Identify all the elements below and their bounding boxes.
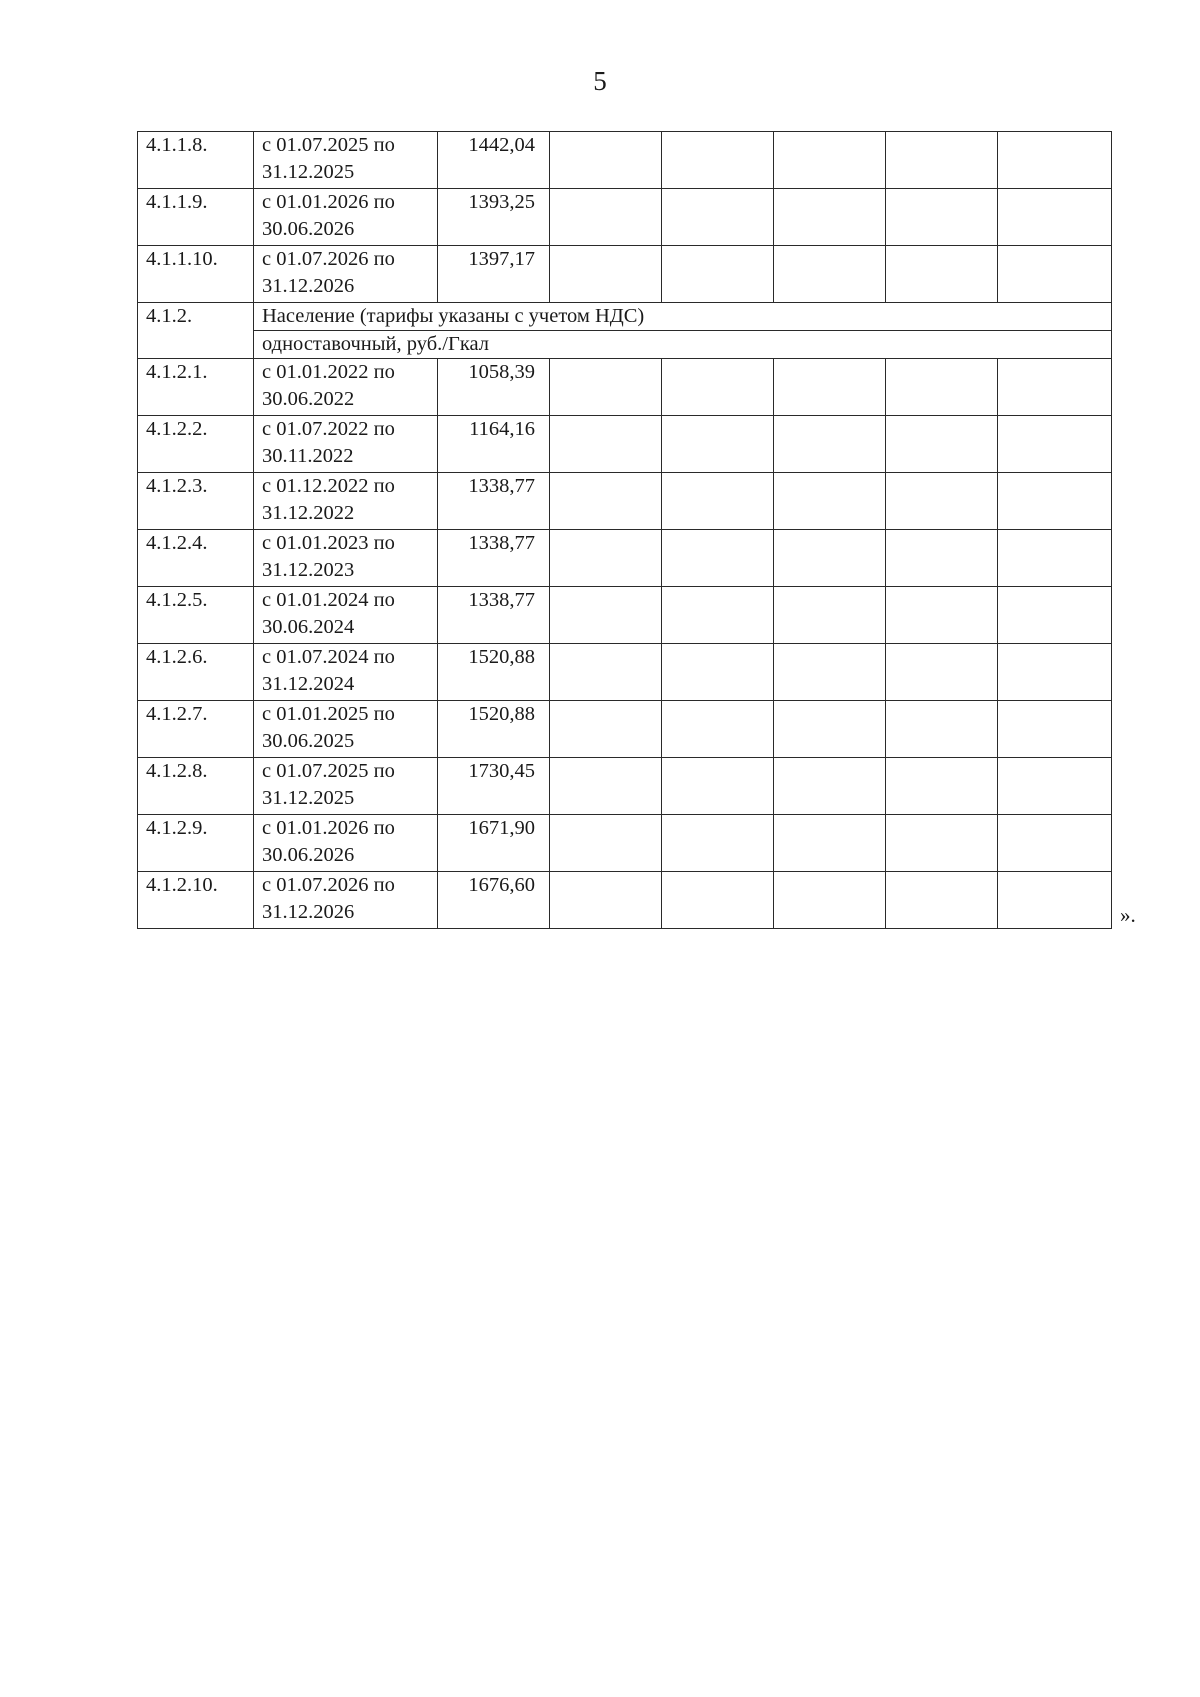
table-row [138, 246, 1112, 303]
row-code: 4.1.1.9. [138, 189, 254, 246]
empty-cell [774, 416, 886, 473]
period-end: 30.06.2022 [262, 388, 355, 410]
row-code: 4.1.1.8. [138, 132, 254, 189]
empty-cell [662, 530, 774, 587]
period-start: с 01.07.2024 по [262, 646, 395, 668]
row-tariff-value: 1671,90 [438, 815, 550, 872]
row-period [254, 359, 438, 416]
table-row [138, 815, 1112, 872]
table-row [138, 872, 1112, 929]
row-tariff-value: 1397,17 [438, 246, 550, 303]
empty-cell [998, 644, 1112, 701]
table-row [138, 132, 1112, 189]
row-period [254, 473, 438, 530]
period-start: с 01.07.2022 по [262, 418, 395, 440]
empty-cell [662, 473, 774, 530]
period-start: с 01.01.2024 по [262, 589, 395, 611]
empty-cell [550, 587, 662, 644]
empty-cell [998, 416, 1112, 473]
period-end: 31.12.2025 [262, 787, 355, 809]
empty-cell [886, 530, 998, 587]
empty-cell [998, 246, 1112, 303]
empty-cell [886, 815, 998, 872]
table-row [138, 416, 1112, 473]
empty-cell [886, 587, 998, 644]
period-end: 31.12.2025 [262, 161, 355, 183]
empty-cell [662, 587, 774, 644]
period-end: 31.12.2026 [262, 901, 355, 923]
row-period [254, 758, 438, 815]
row-period [254, 815, 438, 872]
row-code: 4.1.2.2. [138, 416, 254, 473]
empty-cell [662, 758, 774, 815]
row-tariff-value: 1164,16 [438, 416, 550, 473]
section-subtitle: одноставочный, руб./Гкал [254, 331, 1112, 359]
empty-cell [886, 246, 998, 303]
row-period [254, 872, 438, 929]
empty-cell [662, 416, 774, 473]
empty-cell [774, 132, 886, 189]
empty-cell [886, 416, 998, 473]
tariff-table [137, 131, 1112, 929]
empty-cell [886, 872, 998, 929]
empty-cell [774, 359, 886, 416]
row-code: 4.1.2.9. [138, 815, 254, 872]
empty-cell [550, 416, 662, 473]
row-period [254, 701, 438, 758]
period-start: с 01.07.2025 по [262, 134, 395, 156]
row-tariff-value: 1442,04 [438, 132, 550, 189]
table-row [138, 644, 1112, 701]
period-end: 31.12.2023 [262, 559, 355, 581]
row-tariff-value: 1338,77 [438, 530, 550, 587]
empty-cell [774, 872, 886, 929]
empty-cell [662, 359, 774, 416]
table-row [138, 587, 1112, 644]
empty-cell [774, 587, 886, 644]
row-tariff-value: 1338,77 [438, 473, 550, 530]
empty-cell [998, 359, 1112, 416]
empty-cell [550, 246, 662, 303]
table-row [138, 701, 1112, 758]
empty-cell [550, 815, 662, 872]
period-start: с 01.07.2026 по [262, 248, 395, 270]
section-subtitle-row [138, 331, 1112, 359]
period-end: 31.12.2024 [262, 673, 355, 695]
period-end: 31.12.2026 [262, 275, 355, 297]
row-code: 4.1.2.6. [138, 644, 254, 701]
empty-cell [662, 644, 774, 701]
row-tariff-value: 1058,39 [438, 359, 550, 416]
empty-cell [998, 815, 1112, 872]
period-start: с 01.01.2026 по [262, 191, 395, 213]
period-end: 30.06.2024 [262, 616, 355, 638]
empty-cell [550, 473, 662, 530]
empty-cell [998, 530, 1112, 587]
period-start: с 01.01.2026 по [262, 817, 395, 839]
empty-cell [550, 132, 662, 189]
row-code: 4.1.2.8. [138, 758, 254, 815]
empty-cell [774, 644, 886, 701]
row-code: 4.1.2.5. [138, 587, 254, 644]
empty-cell [774, 473, 886, 530]
row-tariff-value: 1520,88 [438, 644, 550, 701]
row-code: 4.1.2.3. [138, 473, 254, 530]
period-start: с 01.01.2022 по [262, 361, 395, 383]
row-period [254, 132, 438, 189]
empty-cell [998, 701, 1112, 758]
period-end: 30.06.2026 [262, 844, 355, 866]
empty-cell [774, 701, 886, 758]
period-start: с 01.07.2025 по [262, 760, 395, 782]
period-start: с 01.12.2022 по [262, 475, 395, 497]
row-tariff-value: 1338,77 [438, 587, 550, 644]
period-end: 31.12.2022 [262, 502, 355, 524]
empty-cell [774, 758, 886, 815]
row-period [254, 644, 438, 701]
empty-cell [662, 815, 774, 872]
empty-cell [550, 758, 662, 815]
period-start: с 01.07.2026 по [262, 874, 395, 896]
empty-cell [998, 872, 1112, 929]
row-code: 4.1.2.1. [138, 359, 254, 416]
row-period [254, 530, 438, 587]
empty-cell [662, 246, 774, 303]
empty-cell [998, 132, 1112, 189]
row-tariff-value: 1730,45 [438, 758, 550, 815]
table-row [138, 359, 1112, 416]
row-code: 4.1.2.7. [138, 701, 254, 758]
empty-cell [998, 758, 1112, 815]
table-row [138, 530, 1112, 587]
empty-cell [774, 530, 886, 587]
empty-cell [774, 189, 886, 246]
period-end: 30.06.2025 [262, 730, 355, 752]
empty-cell [998, 189, 1112, 246]
row-tariff-value: 1393,25 [438, 189, 550, 246]
table-row [138, 189, 1112, 246]
empty-cell [550, 530, 662, 587]
section-code: 4.1.2. [138, 303, 254, 359]
empty-cell [886, 473, 998, 530]
row-code: 4.1.2.4. [138, 530, 254, 587]
empty-cell [774, 246, 886, 303]
period-end: 30.11.2022 [262, 445, 354, 467]
row-tariff-value: 1676,60 [438, 872, 550, 929]
closing-quote-mark: ». [1120, 903, 1136, 927]
empty-cell [886, 359, 998, 416]
period-start: с 01.01.2025 по [262, 703, 395, 725]
period-end: 30.06.2026 [262, 218, 355, 240]
empty-cell [550, 359, 662, 416]
table-row [138, 758, 1112, 815]
empty-cell [886, 758, 998, 815]
row-period [254, 246, 438, 303]
empty-cell [886, 701, 998, 758]
empty-cell [550, 701, 662, 758]
empty-cell [550, 644, 662, 701]
empty-cell [550, 872, 662, 929]
empty-cell [662, 872, 774, 929]
empty-cell [662, 132, 774, 189]
row-period [254, 587, 438, 644]
section-header-row [138, 303, 1112, 331]
row-period [254, 416, 438, 473]
empty-cell [662, 701, 774, 758]
empty-cell [998, 473, 1112, 530]
empty-cell [662, 189, 774, 246]
row-code: 4.1.1.10. [138, 246, 254, 303]
empty-cell [774, 815, 886, 872]
table-row [138, 473, 1112, 530]
empty-cell [886, 644, 998, 701]
row-code: 4.1.2.10. [138, 872, 254, 929]
empty-cell [998, 587, 1112, 644]
period-start: с 01.01.2023 по [262, 532, 395, 554]
row-period [254, 189, 438, 246]
empty-cell [886, 189, 998, 246]
page-number: 5 [593, 66, 607, 96]
row-tariff-value: 1520,88 [438, 701, 550, 758]
section-title: Население (тарифы указаны с учетом НДС) [254, 303, 1112, 331]
empty-cell [550, 189, 662, 246]
empty-cell [886, 132, 998, 189]
